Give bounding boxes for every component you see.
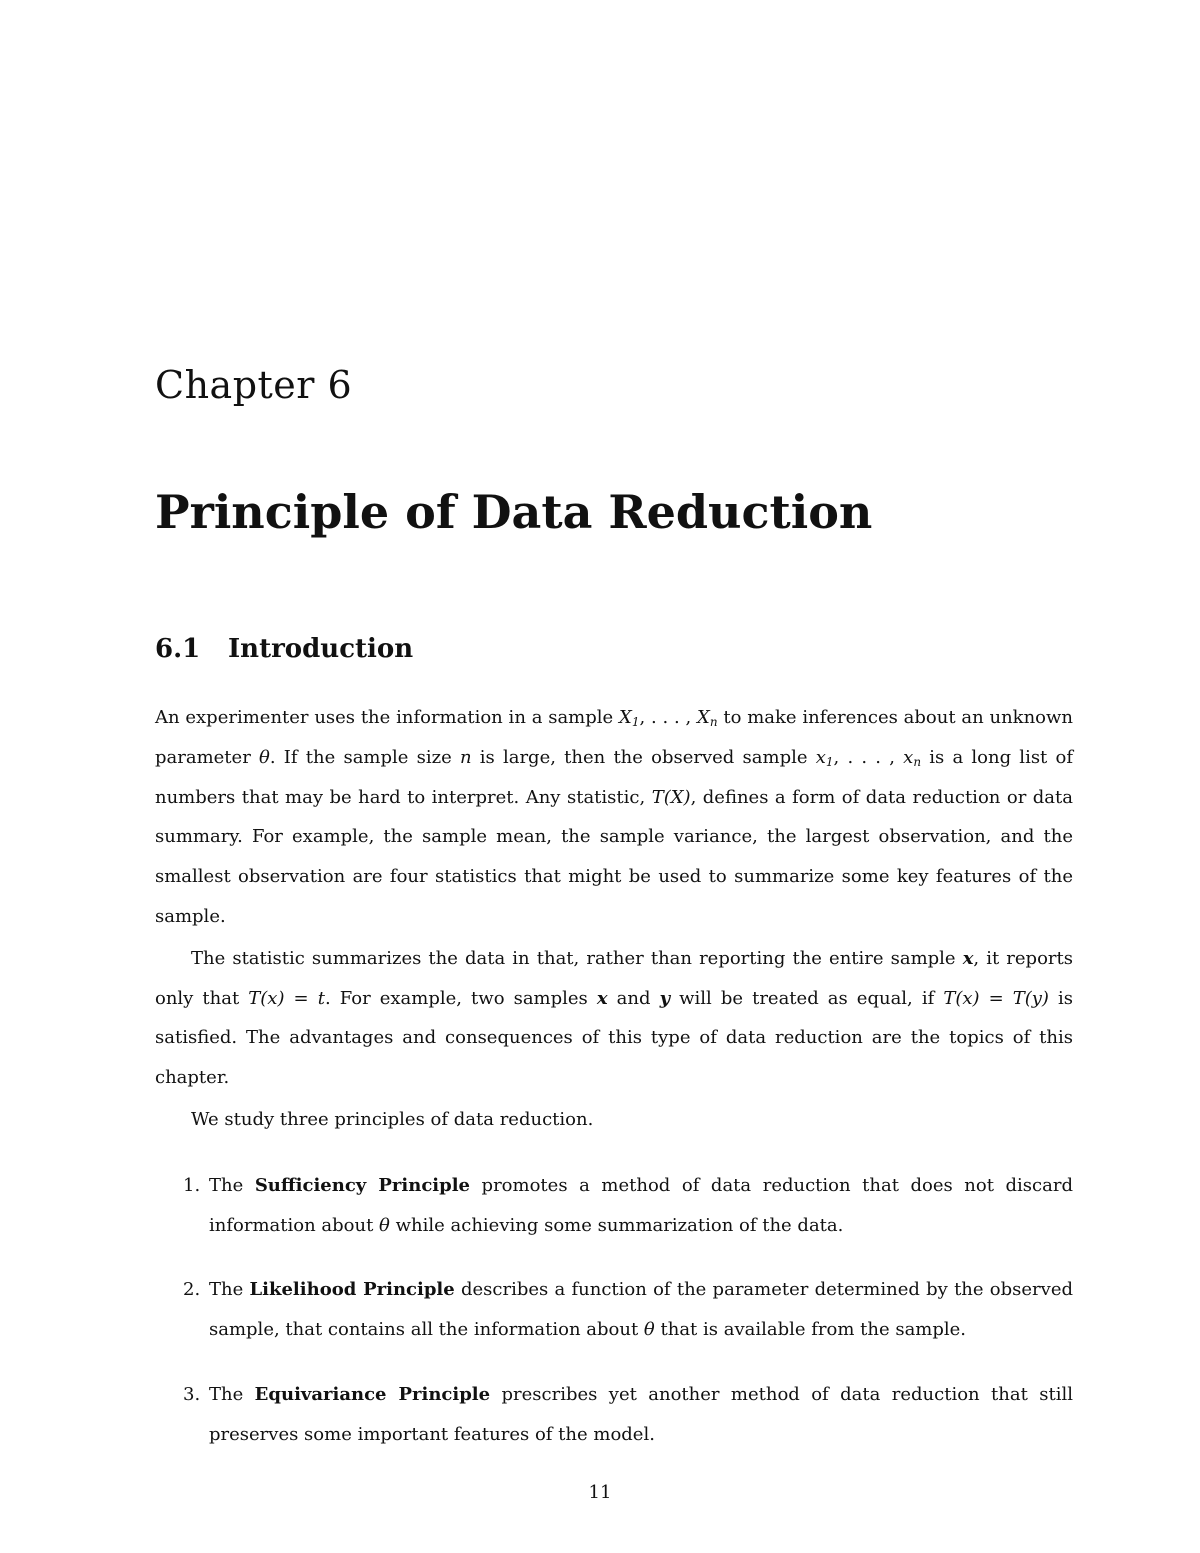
text-run: The statistic summarizes the data in that, rather than reporting the entire sample xyxy=(191,947,963,969)
math-var: x xyxy=(903,746,914,768)
list-number: 3. xyxy=(183,1383,201,1405)
math-equation: T(x) = T(y) xyxy=(943,987,1049,1009)
math-equation: T(x) = t xyxy=(248,987,325,1009)
chapter-title: Principle of Data Reduction xyxy=(155,485,873,539)
text-run: , it reports only that xyxy=(155,947,1073,1009)
statistic-paragraph xyxy=(155,939,1073,1098)
math-ellipsis: , . . . , xyxy=(639,707,698,728)
intro-paragraph xyxy=(155,698,1073,937)
text-run: , defines a form of data reduction or data summary. For example, the sample mean, the sample variance, the largest observation, and the smallest observation are four statistics that might be used to summarize some key features of the sample. xyxy=(155,786,1074,927)
principles-intro: We study three principles of data reduction. xyxy=(191,1108,594,1130)
math-subscript: n xyxy=(913,754,922,769)
list-number: 2. xyxy=(183,1279,201,1301)
math-statistic: T(X) xyxy=(651,786,691,808)
principle-term: Likelihood Principle xyxy=(249,1279,455,1301)
text-run: will be treated as equal, if xyxy=(670,987,944,1009)
text-run: The xyxy=(209,1383,255,1405)
text-run: to make inferences about an unknown parameter xyxy=(155,707,1073,768)
section-heading xyxy=(155,632,413,666)
math-ellipsis: , . . . , xyxy=(833,746,904,768)
text-run: An experimenter uses the information in a sample xyxy=(155,707,619,728)
math-subscript: 1 xyxy=(825,754,834,769)
math-theta: θ xyxy=(379,1214,390,1236)
math-theta: θ xyxy=(259,746,270,768)
text-run: The xyxy=(209,1174,255,1196)
text-run: promotes a method of data reduction that does not discard information about xyxy=(209,1174,1073,1236)
math-var: x xyxy=(815,746,826,768)
principles-list xyxy=(155,1166,1073,1455)
list-item xyxy=(155,1270,1073,1350)
text-run: is satisfied. The advantages and consequences of this type of data reduction are the topics of this chapter. xyxy=(155,987,1074,1089)
math-var: X xyxy=(697,707,710,728)
text-run: . For example, two samples xyxy=(324,987,597,1009)
math-vector: y xyxy=(659,987,671,1009)
text-run: while achieving some summarization of the data. xyxy=(389,1214,844,1236)
list-number: 1. xyxy=(183,1174,201,1196)
text-run: prescribes yet another method of data reduction that still preserves some important features of the model. xyxy=(209,1383,1073,1445)
list-item xyxy=(155,1375,1073,1455)
math-var: X xyxy=(618,707,632,728)
math-theta: θ xyxy=(643,1319,655,1341)
section-number: 6.1 xyxy=(155,634,201,664)
section-title: Introduction xyxy=(228,634,414,664)
text-run: describes a function of the parameter determined by the observed sample, that contains all the information about xyxy=(209,1279,1073,1341)
page-number: 11 xyxy=(588,1482,612,1503)
math-subscript: n xyxy=(709,715,718,729)
math-vector: x xyxy=(962,947,974,969)
text-run: . If the sample size xyxy=(269,746,460,768)
principle-term: Equivariance Principle xyxy=(254,1383,491,1405)
body-text xyxy=(155,698,1073,1480)
math-vector: x xyxy=(596,987,608,1009)
chapter-label: Chapter 6 xyxy=(155,363,353,407)
list-item xyxy=(155,1166,1073,1246)
text-run: and xyxy=(607,987,660,1009)
text-run: The xyxy=(209,1279,250,1301)
principle-term: Sufficiency Principle xyxy=(254,1174,470,1196)
text-run: that is available from the sample. xyxy=(654,1319,967,1341)
math-var: n xyxy=(459,746,472,768)
math-subscript: 1 xyxy=(631,715,640,729)
text-run: is large, then the observed sample xyxy=(471,746,816,768)
text-run: is a long list of numbers that may be hard to interpret. Any statistic, xyxy=(155,746,1073,808)
